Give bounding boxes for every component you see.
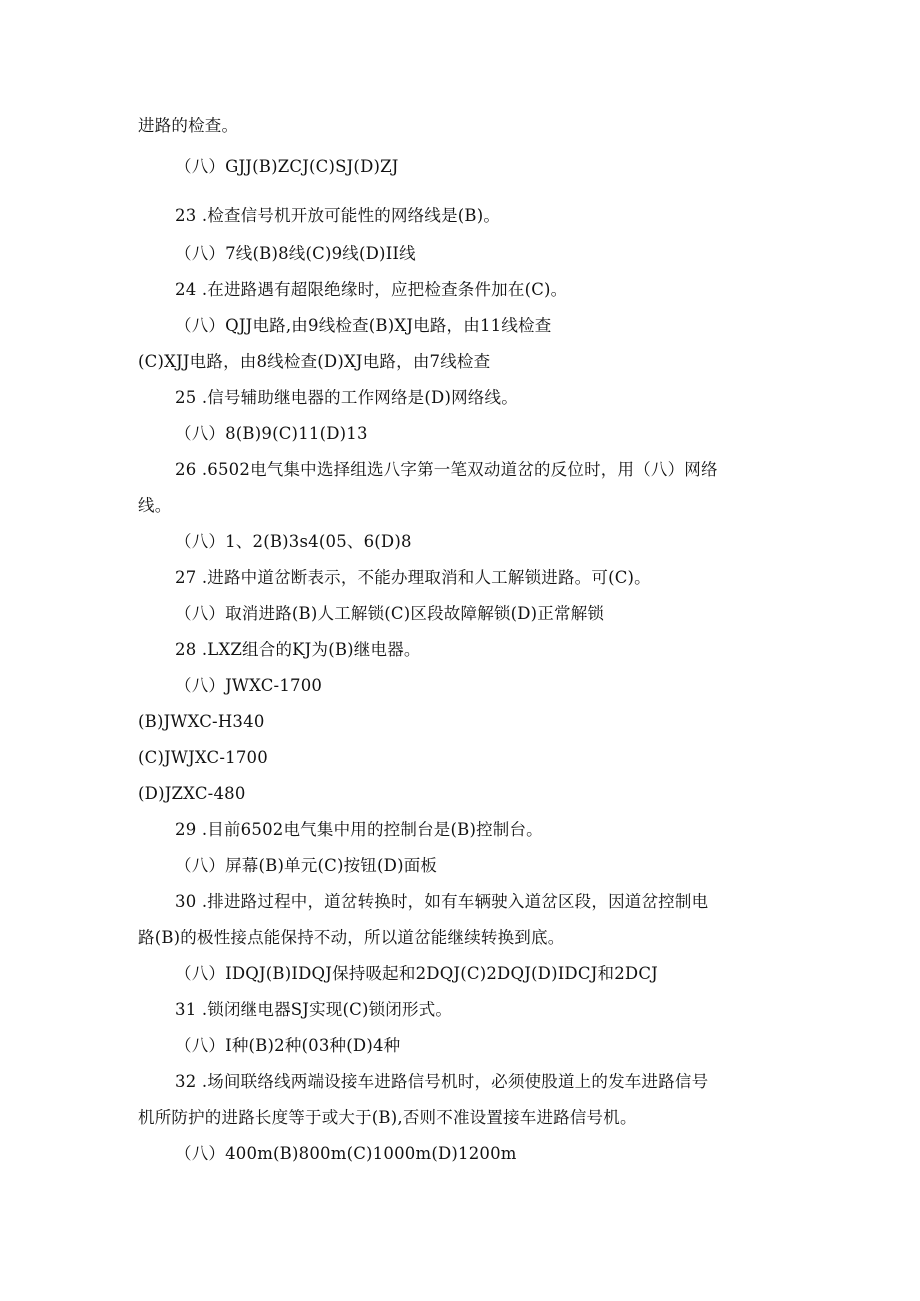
answer-options: （八）I种(B)2种(03种(D)4种 xyxy=(175,1036,401,1055)
answer-options: （八）400m(B)800m(C)1000m(D)1200m xyxy=(175,1144,517,1163)
answer-option-c: (C)JWJXC-1700 xyxy=(138,748,268,767)
answer-options: （八）屏幕(B)单元(C)按钮(D)面板 xyxy=(175,856,438,875)
answer-options: （八）8(B)9(C)11(D)13 xyxy=(175,424,368,443)
answer-options: （八）1、2(B)3s4(05、6(D)8 xyxy=(175,532,412,551)
answer-option-b: (B)JWXC-H340 xyxy=(138,712,265,731)
question-27: 27 .进路中道岔断表示，不能办理取消和人工解锁进路。可(C)。 xyxy=(175,568,651,587)
question-31: 31 .锁闭继电器SJ实现(C)锁闭形式。 xyxy=(175,1000,453,1019)
answer-options: （八）IDQJ(B)IDQJ保持吸起和2DQJ(C)2DQJ(D)IDCJ和2DCJ xyxy=(175,964,658,983)
question-32-continued: 机所防护的进路长度等于或大于(B),否则不准设置接车进路信号机。 xyxy=(138,1108,637,1127)
answer-options: （八）GJJ(B)ZCJ(C)SJ(D)ZJ xyxy=(175,157,399,176)
question-26-continued: 线。 xyxy=(138,496,172,515)
question-25: 25 .信号辅助继电器的工作网络是(D)网络线。 xyxy=(175,388,518,407)
answer-option-a: （八）JWXC-1700 xyxy=(175,676,323,695)
question-30-continued: 路(B)的极性接点能保持不动，所以道岔能继续转换到底。 xyxy=(138,928,565,947)
text-line: 进路的检查。 xyxy=(138,116,239,135)
answer-options-continued: (C)XJJ电路，由8线检查(D)XJ电路，由7线检查 xyxy=(138,352,491,371)
answer-options: （八）7线(B)8线(C)9线(D)II线 xyxy=(175,244,416,263)
question-29: 29 .目前6502电气集中用的控制台是(B)控制台。 xyxy=(175,820,543,839)
answer-option-d: (D)JZXC-480 xyxy=(138,784,246,803)
answer-options: （八）取消进路(B)人工解锁(C)区段故障解锁(D)正常解锁 xyxy=(175,604,605,623)
answer-options: （八）QJJ电路,由9线检查(B)XJ电路，由11线检查 xyxy=(175,316,552,335)
question-24: 24 .在进路遇有超限绝缘时，应把检查条件加在(C)。 xyxy=(175,280,568,299)
question-28: 28 .LXZ组合的KJ为(B)继电器。 xyxy=(175,640,421,659)
question-23: 23 .检查信号机开放可能性的网络线是(B)。 xyxy=(175,206,501,225)
question-32: 32 .场间联络线两端设接车进路信号机时，必须使股道上的发车进路信号 xyxy=(175,1072,709,1091)
question-30: 30 .排进路过程中，道岔转换时，如有车辆驶入道岔区段，因道岔控制电 xyxy=(175,892,709,911)
question-26: 26 .6502电气集中选择组选八字第一笔双动道岔的反位时，用（八）网络 xyxy=(175,460,718,479)
